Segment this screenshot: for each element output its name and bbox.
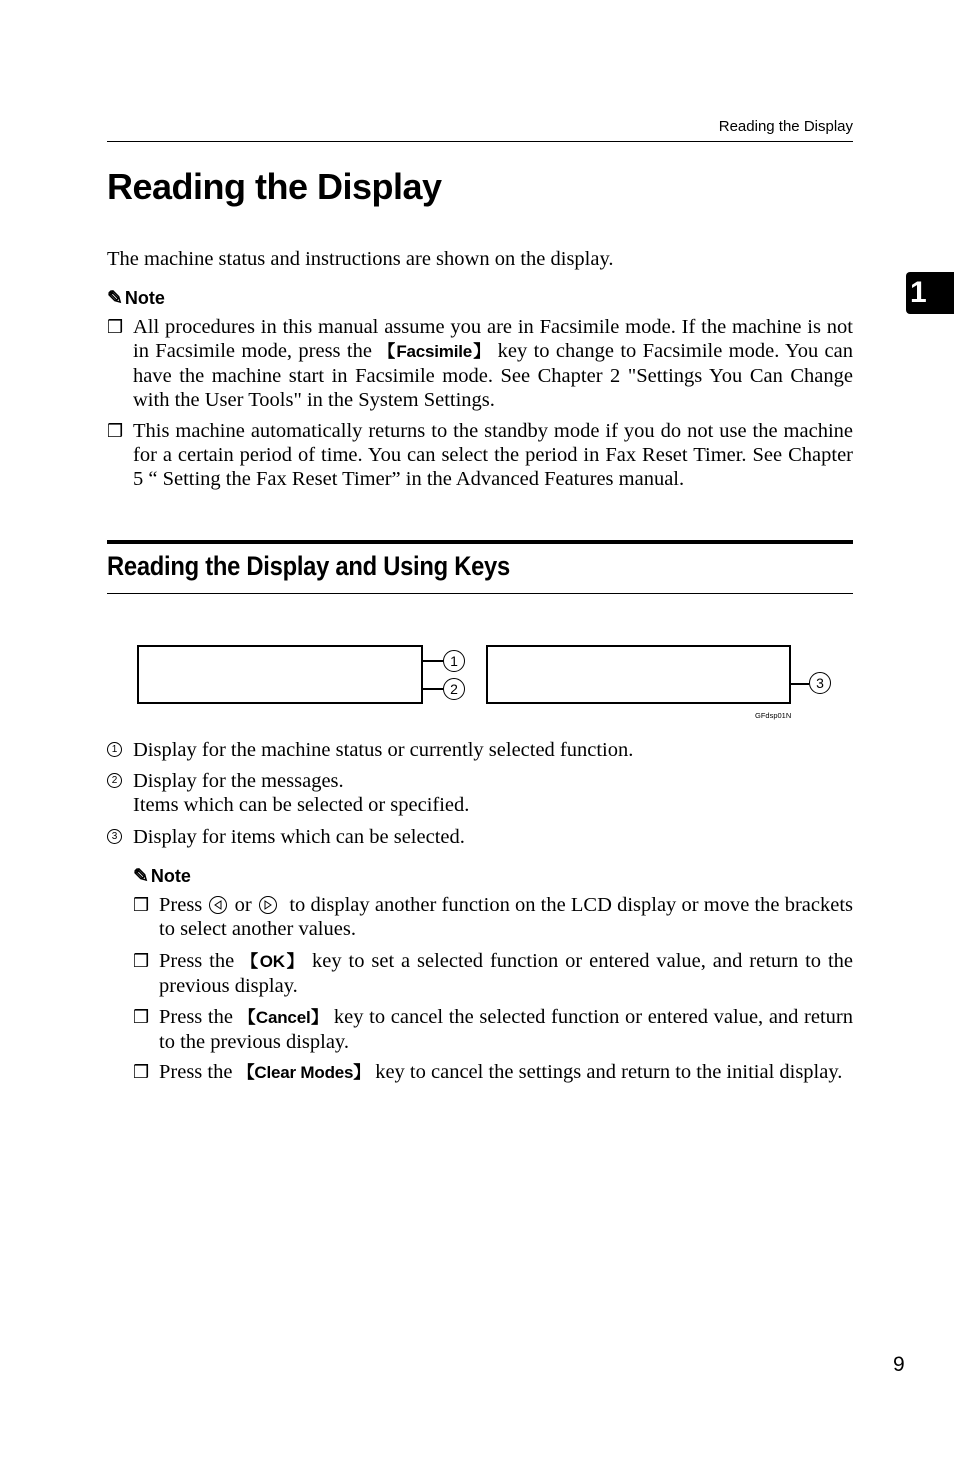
right-arrow-key-icon: [259, 896, 277, 914]
header-rule: [107, 141, 853, 142]
callout-line-1: [423, 660, 443, 662]
legend-item-1: [111, 738, 634, 762]
legend-item-2: [111, 769, 470, 817]
section-rule-thin: [107, 593, 853, 594]
note1-item-1: [107, 315, 854, 412]
note2-item-2-text-b: key to set a selected function or entered value, and return to the previous display.: [159, 950, 853, 997]
checkbox-icon: ❒: [107, 317, 124, 337]
note1-item-1-text-b: key to change to Facsimile mode. You can have the machine start in Facsimile mode. See Chapter 2 "Settings You Can Change with the User Tools" in the System Settings.: [133, 340, 854, 411]
callout-3: 3: [809, 672, 831, 694]
checkbox-icon: ❒: [133, 1062, 150, 1082]
lcd-display-1: [137, 645, 423, 704]
section-title: Reading the Display and Using Keys: [107, 551, 510, 581]
clear-modes-key: 【Clear Modes】: [237, 1063, 371, 1082]
legend-text-3: Display for items which can be selected.: [133, 826, 465, 848]
note2-item-3-text-a: Press the: [159, 1006, 239, 1028]
checkbox-icon: ❒: [107, 421, 124, 441]
note2-item-1-text-a: Press: [159, 894, 203, 916]
note-heading-1: [107, 287, 165, 310]
callout-line-2: [423, 688, 443, 690]
note2-item-4-text-a: Press the: [159, 1061, 238, 1083]
legend-item-3: [111, 825, 465, 849]
note-heading-2: [133, 865, 191, 888]
checkbox-icon: ❒: [133, 1007, 150, 1027]
note1-item-2: [107, 419, 853, 491]
checkbox-icon: ❒: [133, 951, 150, 971]
checkbox-icon: ❒: [133, 895, 150, 915]
note-label-2: Note: [150, 866, 191, 886]
note2-item-2-text-a: Press the: [159, 950, 242, 972]
callout-1: 1: [443, 650, 465, 672]
page-title: Reading the Display: [107, 166, 442, 207]
note1-item-2-text: This machine automatically returns to the standby mode if you do not use the machine for a certain period of time. You can select the period in Fax Reset Timer. See Chapter 5 “ Setting the Fax Reset Timer” in the Advanced Features manual.: [133, 420, 853, 490]
note2-item-3: [133, 1005, 854, 1054]
note2-item-1: [133, 893, 854, 941]
callout-line-3: [791, 683, 809, 685]
note2-item-3-text-b: key to cancel the selected function or entered value, and return to the previous display.: [159, 1006, 854, 1053]
page-number: 9: [893, 1353, 905, 1376]
note2-item-1-text-b: to display another function on the LCD display or move the brackets to select another values.: [159, 894, 854, 940]
note2-item-2: [133, 949, 853, 998]
section-rule-thick: [107, 540, 853, 544]
lcd2-line-1: [488, 703, 789, 704]
pencil-icon: ✎: [107, 288, 123, 309]
legend-text-2a: Display for the messages.: [133, 770, 344, 792]
legend-num-1: 1: [107, 742, 122, 757]
callout-2: 2: [443, 678, 465, 700]
note2-item-4-text-b: key to cancel the settings and return to the initial display.: [370, 1061, 843, 1083]
legend-text-1: Display for the machine status or currently selected function.: [133, 739, 634, 761]
chapter-tab: 1: [906, 272, 954, 314]
left-arrow-key-icon: [209, 896, 227, 914]
figure-code: GFdsp01N: [755, 711, 792, 720]
note2-item-4: [133, 1060, 853, 1085]
note-label: Note: [124, 288, 165, 308]
facsimile-key: 【Facsimile】: [378, 342, 492, 361]
legend-num-2: 2: [107, 773, 122, 788]
legend-num-3: 3: [107, 829, 122, 844]
note1-item-1-text-a: All procedures in this manual assume you are in Facsimile mode. If the machine is not in Facsimile mode, press the: [133, 316, 853, 362]
cancel-key: 【Cancel】: [238, 1008, 329, 1027]
note2-item-1-or: or: [234, 894, 252, 916]
lcd-display-2: [486, 645, 791, 704]
running-head: Reading the Display: [718, 118, 853, 135]
pencil-icon: ✎: [133, 866, 149, 887]
intro-text: The machine status and instructions are shown on the display.: [107, 248, 614, 270]
legend-text-2b: Items which can be selected or specified.: [133, 794, 470, 816]
ok-key: 【OK】: [241, 952, 306, 971]
